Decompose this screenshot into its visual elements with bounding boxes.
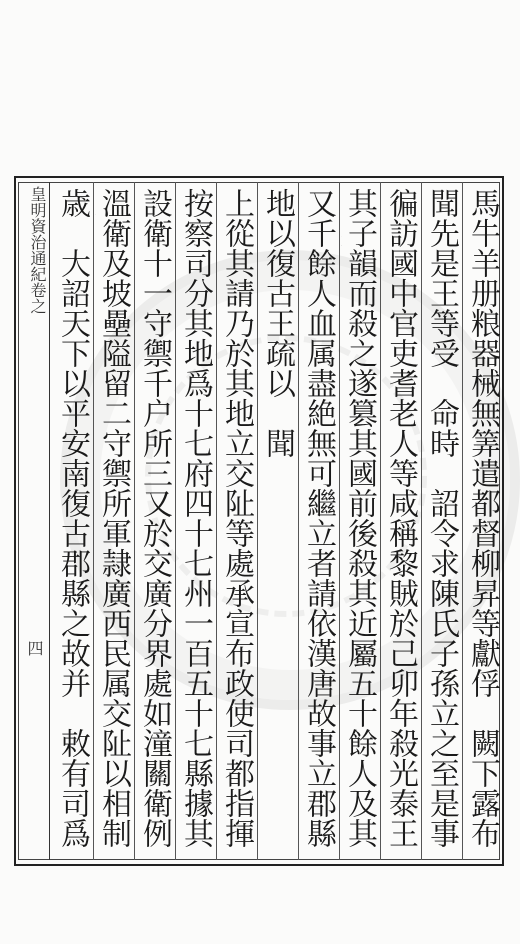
text-column: 其子韻而殺之遂篡其國前後殺其近屬五十餘人及其	[342, 188, 377, 848]
text-column: 按察司分其地爲十七府四十七州一百五十七縣據其	[178, 188, 213, 848]
column-rule	[339, 182, 340, 860]
column-rule	[421, 182, 422, 860]
text-column: 又千餘人血属盡絶無可繼立者請依漢唐故事立郡縣	[301, 188, 336, 848]
margin-page-number: 四	[25, 640, 44, 656]
text-column: 溫衛及坡壘隘留二守禦所軍隷廣西民属交阯以相制	[96, 188, 131, 848]
column-rule	[175, 182, 176, 860]
column-rule	[380, 182, 381, 860]
column-rule	[93, 182, 94, 860]
text-column: 上從其請乃於其地立交阯等處承宣布政使司都指揮	[219, 188, 254, 848]
text-column: 馬牛羊册粮器械無筭遣都督柳昇等獻俘 闕下露布	[465, 188, 500, 848]
text-column: 地以復古王疏以 聞	[260, 188, 295, 458]
column-rule	[298, 182, 299, 860]
text-column: 聞先是王等受 命時 詔令求陳氏子孫立之至是事	[424, 188, 459, 848]
text-column: 徧訪國中官吏耆老人等咸稱黎賊於己卯年殺光泰王	[383, 188, 418, 848]
text-column: 設衛十一守禦千户所三又於交廣分界處如潼關衛例	[137, 188, 172, 848]
margin-title: 皇明資治通紀卷之	[28, 186, 47, 314]
column-rule	[462, 182, 463, 860]
text-column: 歳 大詔天下以平安南復古郡縣之故并 敕有司爲	[55, 188, 90, 848]
column-rule	[134, 182, 135, 860]
column-rule	[216, 182, 217, 860]
column-rule	[257, 182, 258, 860]
